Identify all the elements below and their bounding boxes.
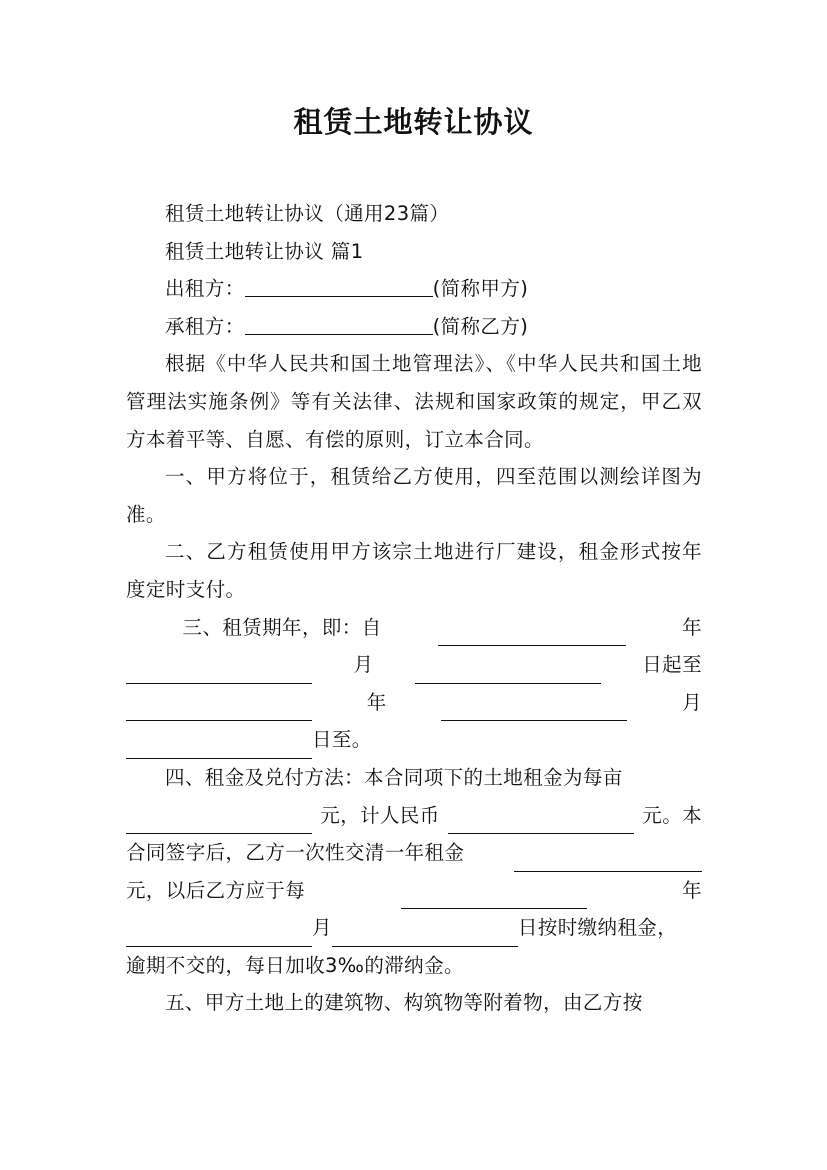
lease-end-day-blank — [126, 738, 312, 759]
clause-4-line-6 — [126, 947, 702, 985]
clause-3-end-month-label: 月 — [682, 690, 702, 714]
clause-3-line-2 — [126, 646, 702, 684]
lessor-label: 出租方： — [165, 277, 245, 301]
clause-3-month-label: 月 — [353, 653, 374, 677]
lessee-line — [126, 308, 702, 346]
rent-total-blank — [448, 813, 634, 834]
lessee-suffix: (简称乙方) — [432, 314, 529, 338]
clause-3-day-from: 日起至 — [642, 653, 702, 677]
clause-4-month-label: 月 — [312, 916, 332, 940]
clause-4-year-label: 年 — [682, 878, 702, 902]
payment-month-blank — [126, 926, 312, 947]
lessee-label: 承租方： — [165, 314, 245, 338]
clause-4-lead: 四、租金及兑付方法：本合同项下的土地租金为每亩 — [165, 765, 623, 789]
clause-4-after-sign: 合同签字后，乙方一次性交清一年租金 — [126, 841, 465, 865]
clause-3-line-3 — [126, 684, 702, 722]
payment-year-blank — [401, 888, 587, 909]
clause-3-year-label: 年 — [682, 615, 702, 639]
first-year-rent-blank — [514, 851, 702, 872]
clause-3-line-4 — [126, 721, 702, 759]
clause-4-line-4 — [126, 872, 702, 910]
section-heading: 租赁土地转让协议 篇1 — [165, 239, 364, 263]
clause-4-line-2 — [126, 797, 702, 835]
document-title: 租赁土地转让协议 — [293, 105, 534, 139]
lease-end-year-blank — [126, 700, 312, 721]
rent-per-mu-blank — [126, 813, 312, 834]
document-body — [126, 195, 702, 1022]
clause-4-yuan: 元，以后乙方应于每 — [126, 878, 306, 902]
clause-1: 一、甲方将位于，租赁给乙方使用，四至范围以测绘详图为准。 — [126, 465, 702, 526]
lessor-line — [126, 270, 702, 308]
clause-3-day-to: 日至。 — [312, 728, 372, 752]
lease-start-month-blank — [126, 663, 312, 684]
clause-3-lead: 三、租赁期年，即：自 — [182, 615, 382, 639]
lessee-blank — [245, 314, 433, 335]
subtitle: 租赁土地转让协议（通用23篇） — [165, 202, 450, 225]
clause-5: 五、甲方土地上的建筑物、构筑物等附着物，由乙方按 — [165, 991, 643, 1015]
clause-2: 二、乙方租赁使用甲方该宗土地进行厂建设，租金形式按年度定时支付。 — [126, 540, 702, 601]
clause-4-line-3 — [126, 834, 702, 872]
clause-4-late-fee: 逾期不交的，每日加收3‰的滞纳金。 — [126, 953, 464, 977]
clause-4-yuan-calc: 元，计人民币 — [320, 803, 440, 827]
clause-4-day-pay: 日按时缴纳租金， — [517, 916, 678, 940]
clause-4-yuan-end: 元。本 — [642, 803, 702, 827]
payment-day-blank — [332, 926, 518, 947]
lease-end-month-blank — [441, 700, 627, 721]
lease-start-day-blank — [415, 663, 601, 684]
clause-3-line-1 — [126, 609, 702, 647]
clause-3-end-year-label: 年 — [366, 690, 387, 714]
lease-start-year-blank — [438, 625, 626, 646]
preamble: 根据《中华人民共和国土地管理法》、《中华人民共和国土地管理法实施条例》等有关法律、法规和国家政策的规定，甲乙双方本着平等、自愿、有偿的原则，订立本合同。 — [126, 352, 702, 451]
lessor-blank — [245, 276, 433, 297]
clause-4-line-5 — [126, 909, 702, 947]
lessor-suffix: (简称甲方) — [432, 277, 529, 301]
